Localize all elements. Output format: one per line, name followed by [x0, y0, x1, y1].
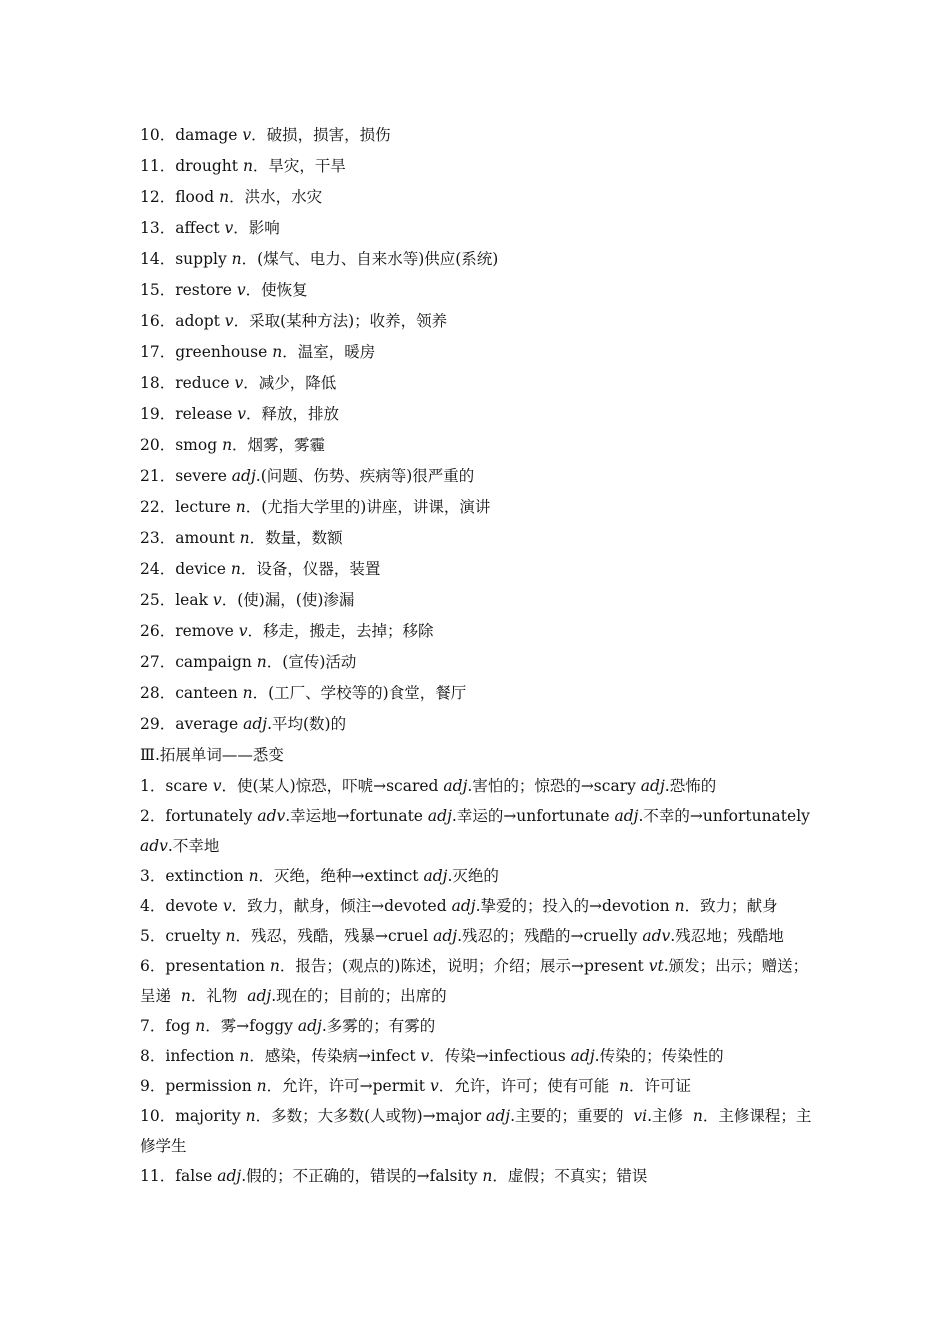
vocab-item: 19．release v．释放，排放: [140, 405, 340, 423]
expand-item: 7．fog n．雾→foggy adj.多雾的；有雾的: [140, 1017, 436, 1035]
expand-item: 6．presentation n．报告；(观点的)陈述，说明；介绍；展示→present vt.颁发；出示；赠送；呈递 n．礼物 adj.现在的；目前的；出席的: [140, 957, 809, 1005]
vocab-item: 28．canteen n．(工厂、学校等的)食堂，餐厅: [140, 684, 467, 702]
vocab-item: 23．amount n．数量，数额: [140, 529, 343, 547]
vocab-item: 20．smog n．烟雾，雾霾: [140, 436, 326, 454]
vocab-item: 13．affect v．影响: [140, 219, 280, 237]
vocab-item: 17．greenhouse n．温室，暖房: [140, 343, 376, 361]
expand-item: 9．permission n．允许，许可→permit v．允许，许可；使有可能 n．许可证: [140, 1077, 692, 1095]
vocab-item: 29．average adj.平均(数)的: [140, 715, 347, 733]
section-title: Ⅲ.拓展单词——悉变: [140, 746, 284, 764]
vocab-item: 14．supply n．(煤气、电力、自来水等)供应(系统): [140, 250, 499, 268]
vocab-item: 25．leak v．(使)漏，(使)渗漏: [140, 591, 355, 609]
expand-item: 2．fortunately adv.幸运地→fortunate adj.幸运的→unfortunate adj.不幸的→unfortunately adv.不幸地: [140, 807, 810, 855]
vocab-item: 15．restore v．使恢复: [140, 281, 308, 299]
vocab-item: 21．severe adj.(问题、伤势、疾病等)很严重的: [140, 467, 475, 485]
expand-item: 5．cruelty n．残忍，残酷，残暴→cruel adj.残忍的；残酷的→cruelly adv.残忍地；残酷地: [140, 927, 784, 945]
vocab-item: 10．damage v．破损，损害，损伤: [140, 126, 391, 144]
expand-item: 4．devote v．致力，献身，倾注→devoted adj.挚爱的；投入的→devotion n．致力；献身: [140, 897, 778, 915]
vocab-item: 26．remove v．移走，搬走，去掉；移除: [140, 622, 434, 640]
expand-item: 8．infection n．感染，传染病→infect v．传染→infectious adj.传染的；传染性的: [140, 1047, 724, 1065]
expand-item: 1．scare v．使(某人)惊恐，吓唬→scared adj.害怕的；惊恐的→scary adj.恐怖的: [140, 777, 717, 795]
expand-item: 10．majority n．多数；大多数(人或物)→major adj.主要的；重要的 vi.主修 n．主修课程；主修学生: [140, 1107, 812, 1155]
vocab-item: 22．lecture n．(尤指大学里的)讲座，讲课，演讲: [140, 498, 491, 516]
vocab-item: 24．device n．设备，仪器，装置: [140, 560, 381, 578]
expand-item: 11．false adj.假的；不正确的，错误的→falsity n．虚假；不真实；错误: [140, 1167, 648, 1185]
vocab-item: 12．flood n．洪水，水灾: [140, 188, 323, 206]
document-page: [140, 120, 820, 1191]
vocab-list: [140, 120, 820, 740]
vocab-item: 27．campaign n．(宣传)活动: [140, 653, 357, 671]
expand-item: 3．extinction n．灭绝，绝种→extinct adj.灭绝的: [140, 867, 499, 885]
vocab-item: 18．reduce v．减少，降低: [140, 374, 337, 392]
vocab-item: 16．adopt v．采取(某种方法)；收养，领养: [140, 312, 448, 330]
vocab-item: 11．drought n．旱灾，干旱: [140, 157, 346, 175]
expand-list: [140, 771, 820, 1191]
